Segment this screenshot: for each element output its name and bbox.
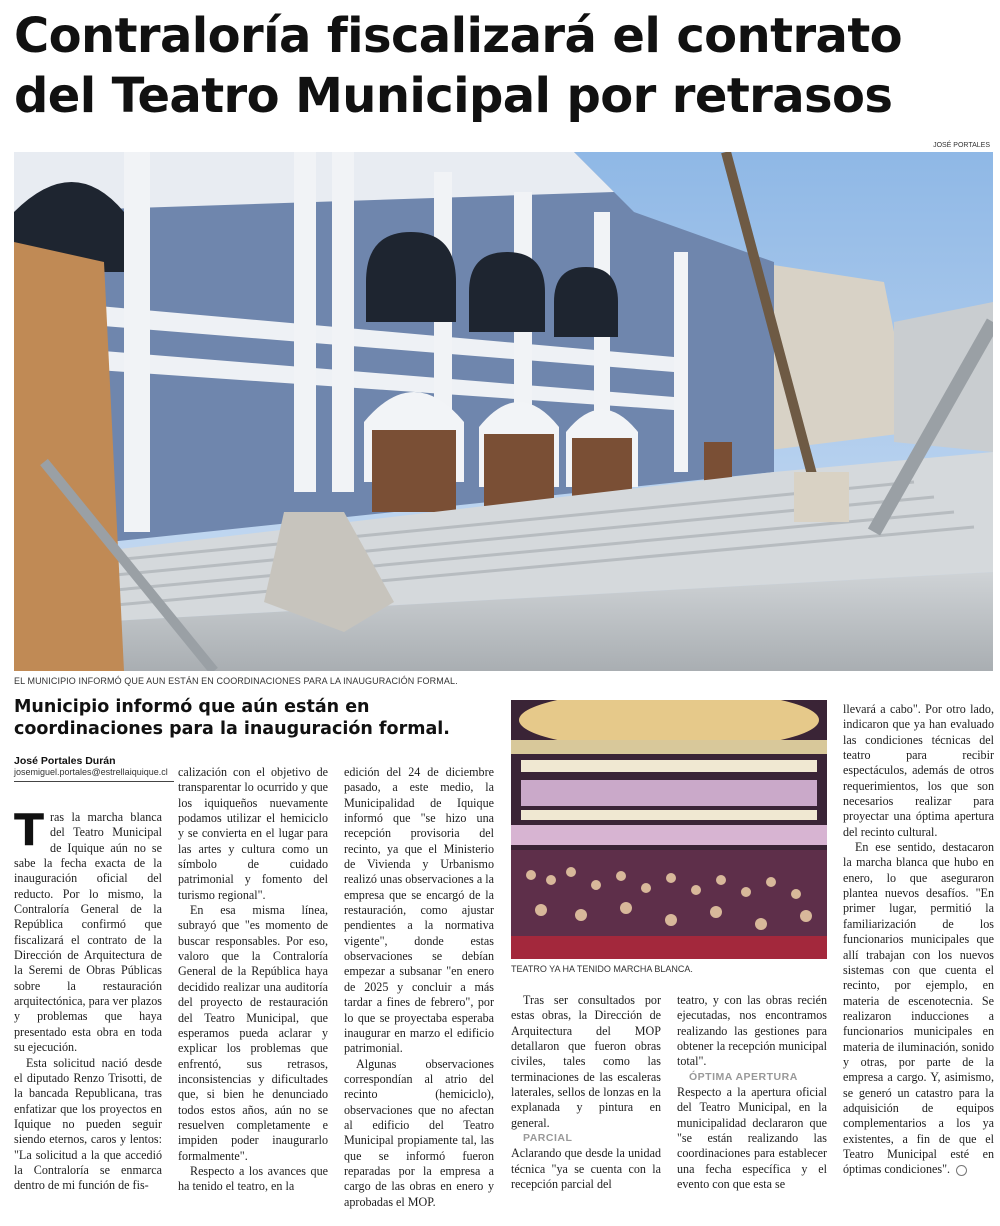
article-paragraph: edición del 24 de diciembre pasado, a este medio, la Municipalidad de Iquique informó que "se hizo una recepción provisoria del recinto, ya que el Ministerio de Vivienda y Urbanismo realizó unas observaciones a la empresa que se encargó de la restauración, como ajustar pendientes a la normativa vigente", donde estas observaciones se debían empezar a subsanar "en enero de 2025 y concluir a más tardar a fines de febrero", por lo que se proyectaba esperaba inaugurar en marzo el edificio patrimonial. (344, 765, 494, 1056)
photo-credit: JOSÉ PORTALES (933, 142, 990, 149)
theatre-facade-illustration (14, 152, 993, 671)
byline-email: josemiguel.portales@estrellaiquique.cl (14, 767, 174, 782)
audience-illustration (511, 700, 827, 959)
byline-author: José Portales Durán (14, 755, 116, 767)
article-paragraph: En esa misma línea, subrayó que "es momento de buscar responsables. Por eso, valoro que la Contraloría General de la República haya decidido realizar una auditoría del proyecto de restauración del Teatro Municipal, que esperamos pueda aclarar y explicar los problemas que enfrentó, sus retrasos, inconsistencias y dificultades que, si bien he denunciado todos estos años, aún no se resuelven completamente e impiden poder inaugurarlo formalmente". (178, 903, 328, 1163)
article-paragraph (14, 805, 162, 1056)
headline (14, 6, 994, 126)
second-photo-theatre-audience (511, 700, 827, 959)
end-mark-icon (956, 1165, 967, 1176)
byline (14, 755, 174, 782)
article-text: En ese sentido, destacaron la marcha blanca que hubo en enero, lo que aseguraron plantea nuevos desafíos. "En primer lugar, permitió la familiarización de los funcionarios municipales que allí trabajan con los nuevos sistemas con que cuenta el recinto, por ejemplo, en materia de escenotecnia. Se realizaron inducciones a funcionarios municipales en materia de iluminación, sonido y otras, por parte de la empresa a cargo. Y, asimismo, se generó un catastro para la adquisición de equipos complementarios a los ya existentes, a fin de que el Teatro Municipal esté en óptimas condiciones". (843, 840, 994, 1177)
main-photo-caption: EL MUNICIPIO INFORMÓ QUE AUN ESTÁN EN COORDINACIONES PARA LA INAUGURACIÓN FORMAL. (14, 676, 458, 686)
article-paragraph: Algunas observaciones correspondían al atrio del recinto (hemiciclo), observaciones que no afectan al edificio del Teatro Municipal propiamente tal, las que se informó fueron reparadas por la empresa a cargo de las obras en enero y aprobadas el MOP. (344, 1056, 494, 1209)
article-column-3 (344, 765, 494, 1210)
article-column-1 (14, 805, 162, 1194)
article-text: ras la marcha blanca del Teatro Municipal de Iquique aún no se sabe la fecha exacta de la inauguración oficial del reducto. Por lo mismo, la Contraloría General de la República confirmó que fiscalizará el contrato de la Dirección de Arquitectura de la Seremi de Obras Públicas sobre la restauración arquitectónica, para ver plazos y problemas que haya presentado esta obra en toda su ejecución. (14, 810, 162, 1055)
subhead: Municipio informó que aún están en coordinaciones para la inauguración formal. (14, 697, 450, 739)
article-paragraph: Respecto a la apertura oficial del Teatro Municipal, en la municipalidad declararon que "se están realizando las coordinaciones para establecer una fecha específica y el evento con que esta se (677, 1085, 827, 1192)
article-paragraph: Aclarando que desde la unidad técnica "ya se cuenta con la recepción parcial del (511, 1146, 661, 1192)
article-paragraph: llevará a cabo". Por otro lado, indicaron que ya han evaluado las condiciones técnicas del teatro para recibir espectáculos, además de otros requerimientos, los que son necesarios realizar para proyectar una óptima apertura del recinto cultural. (843, 702, 994, 839)
article-paragraph (843, 840, 994, 1178)
section-heading-optima-apertura: ÓPTIMA APERTURA (689, 1070, 798, 1083)
section-heading-parcial: PARCIAL (523, 1132, 573, 1145)
main-photo-theatre-facade (14, 152, 993, 671)
article-paragraph: teatro, y con las obras recién ejecutadas, nos encontramos realizando las gestiones para obtener la recepción municipal total". (677, 993, 827, 1069)
article-paragraph: Respecto a los avances que ha tenido el teatro, en la (178, 1163, 328, 1194)
headline-line-1: Contraloría fiscalizará el contrato (14, 8, 903, 64)
drop-cap: T (14, 805, 45, 856)
second-photo-caption: TEATRO YA HA TENIDO MARCHA BLANCA. (511, 964, 693, 974)
headline-line-2: del Teatro Municipal por retrasos (14, 68, 893, 124)
article-paragraph: Tras ser consultados por estas obras, la Dirección de Arquitectura del MOP detallaron que fueron obras civiles, tales como las terminaciones de las escaleras laterales, sellos de lonzas en la explanada y pintura en general. (511, 993, 661, 1130)
article-column-4 (511, 993, 661, 1192)
article-paragraph: Esta solicitud nació desde el diputado Renzo Trisotti, de la bancada Republicana, tras enfatizar que los proyectos en Iquique no pueden seguir siendo eternos, caros y lentos: "La solicitud a la que accedió la Contraloría se enmarca dentro de mi función de fis- (14, 1055, 162, 1193)
article-column-2 (178, 765, 328, 1195)
article-paragraph: calización con el objetivo de transparentar lo ocurrido y que los iquiqueños nuevamente podamos utilizar el hemiciclo y se convierta en el lugar para las artes y cultura como un símbolo de cuidado patrimonial y fomento del turismo regional". (178, 765, 328, 902)
article-column-5 (677, 993, 827, 1192)
article-column-6 (843, 702, 994, 1178)
